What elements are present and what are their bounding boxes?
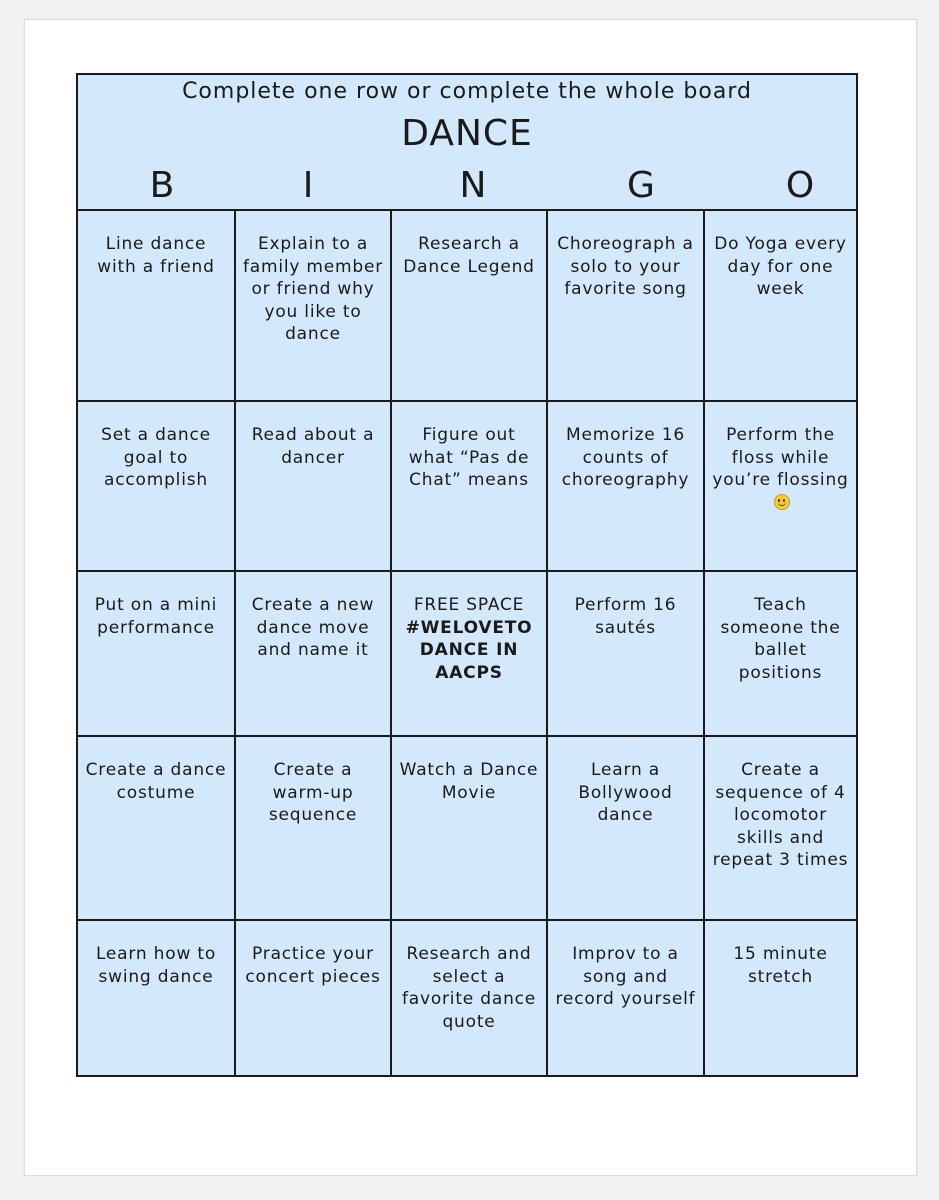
free-space-label: FREE SPACE	[413, 595, 525, 615]
letter-g: G	[627, 165, 655, 206]
bingo-cell: Create a sequence of 4 locomotor skills and repeat 3 times	[703, 737, 856, 919]
bingo-cell: Memorize 16 counts of choreography	[546, 402, 703, 570]
free-space-hashtag: #WELOVETO DANCE IN AACPS	[405, 617, 533, 683]
smiling-face-icon	[774, 494, 790, 510]
letter-o: O	[785, 165, 815, 206]
bingo-cell: Learn a Bollywood dance	[546, 737, 703, 919]
bingo-letters	[78, 165, 856, 205]
bingo-cell: Line dance with a friend	[97, 234, 215, 277]
bingo-cell: Learn how to swing dance	[95, 944, 217, 987]
bingo-row-3	[78, 572, 856, 737]
bingo-cell: Teach someone the ballet positions	[703, 572, 856, 735]
floss-text: Perform the floss while you’re flossing	[712, 425, 849, 490]
bingo-cell: Create a new dance move and name it	[234, 572, 390, 735]
board-title: DANCE	[401, 113, 533, 154]
bingo-cell	[703, 402, 856, 570]
bingo-board	[76, 73, 858, 1077]
bingo-row-1	[78, 211, 856, 402]
bingo-cell: 15 minute stretch	[703, 921, 856, 1075]
bingo-cell: Explain to a family member or friend why you like to dance	[234, 211, 390, 400]
letter-b: B	[149, 165, 175, 206]
bingo-cell: Figure out what “Pas de Chat” means	[390, 402, 546, 570]
bingo-cell: Choreograph a solo to your favorite song	[546, 211, 703, 400]
bingo-cell: Set a dance goal to accomplish	[101, 425, 211, 490]
bingo-cell: Do Yoga every day for one week	[703, 211, 856, 400]
letter-i: I	[302, 165, 314, 206]
board-header	[78, 75, 856, 211]
free-space-cell	[390, 572, 546, 735]
bingo-cell: Improv to a song and record yourself	[546, 921, 703, 1075]
bingo-cell: Research and select a favorite dance quote	[390, 921, 546, 1075]
bingo-cell: Watch a Dance Movie	[390, 737, 546, 919]
bingo-cell: Create a dance costume	[85, 760, 227, 803]
bingo-cell: Perform 16 sautés	[546, 572, 703, 735]
bingo-cell: Create a warm-up sequence	[234, 737, 390, 919]
bingo-cell: Practice your concert pieces	[234, 921, 390, 1075]
bingo-cell: Put on a mini performance	[94, 595, 218, 638]
board-subtitle: Complete one row or complete the whole board	[182, 79, 752, 104]
bingo-row-4	[78, 737, 856, 921]
bingo-cell: Research a Dance Legend	[390, 211, 546, 400]
bingo-row-2	[78, 402, 856, 572]
bingo-row-5	[78, 921, 856, 1075]
letter-n: N	[459, 165, 487, 206]
bingo-cell: Read about a dancer	[234, 402, 390, 570]
bingo-grid	[78, 211, 856, 1075]
